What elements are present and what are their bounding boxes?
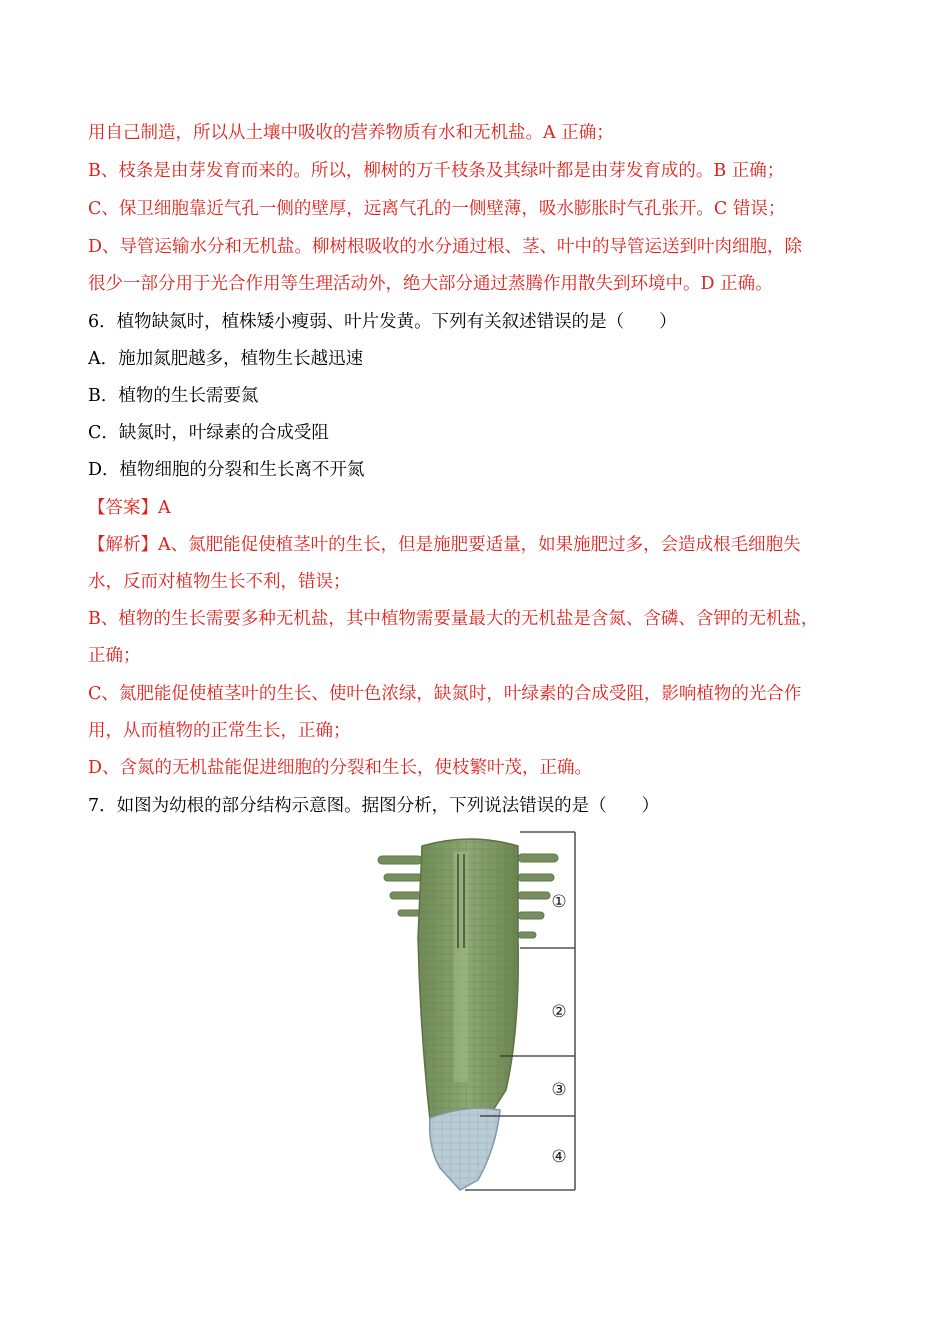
text-line: D、导管运输水分和无机盐。柳树根吸收的水分通过根、茎、叶中的导管运送到叶肉细胞，除: [88, 237, 803, 257]
root-tip-figure: [370, 828, 590, 1198]
answer-line: 【答案】A: [88, 498, 171, 518]
text-line: C、保卫细胞靠近气孔一侧的壁厚，远离气孔的一侧壁薄，吸水膨胀时气孔张开。C 错误；: [88, 199, 786, 219]
root-tip-diagram: [370, 828, 590, 1198]
text-line: 用自己制造，所以从土壤中吸收的营养物质有水和无机盐。A 正确；: [88, 123, 614, 143]
text-line: B、植物的生长需要多种无机盐，其中植物需要量最大的无机盐是含氮、含磷、含钾的无机盐，: [88, 609, 819, 629]
text-line: D、含氮的无机盐能促进细胞的分裂和生长，使枝繁叶茂，正确。: [88, 758, 593, 778]
text-line: C、氮肥能促使植茎叶的生长、使叶色浓绿，缺氮时，叶绿素的合成受阻，影响植物的光合作: [88, 684, 802, 704]
option-d: D．植物细胞的分裂和生长离不开氮: [88, 460, 365, 480]
question-6-stem: 6．植物缺氮时，植株矮小瘦弱、叶片发黄。下列有关叙述错误的是（ ）: [88, 312, 677, 332]
zone-label-1: ①: [551, 892, 567, 912]
option-b: B．植物的生长需要氮: [88, 386, 259, 406]
option-c: C．缺氮时，叶绿素的合成受阻: [88, 423, 329, 443]
text-line: B、枝条是由芽发育而来的。所以，柳树的万千枝条及其绿叶都是由芽发育成的。B 正确；: [88, 161, 785, 181]
question-7-stem: 7．如图为幼根的部分结构示意图。据图分析，下列说法错误的是（ ）: [88, 796, 660, 816]
zone-label-4: ④: [551, 1147, 567, 1167]
text-line: 用，从而植物的正常生长，正确；: [88, 721, 351, 741]
option-a: A．施加氮肥越多，植物生长越迅速: [88, 349, 364, 369]
text-line: 水，反而对植物生长不利，错误；: [88, 572, 351, 592]
text-line: 正确；: [88, 646, 141, 666]
zone-label-3: ③: [551, 1080, 567, 1100]
zone-label-2: ②: [551, 1002, 567, 1022]
text-line: 很少一部分用于光合作用等生理活动外，绝大部分通过蒸腾作用散失到环境中。D 正确。: [88, 274, 773, 294]
analysis-line: 【解析】A、氮肥能促使植茎叶的生长，但是施肥要适量，如果施肥过多，会造成根毛细胞失: [88, 535, 801, 555]
